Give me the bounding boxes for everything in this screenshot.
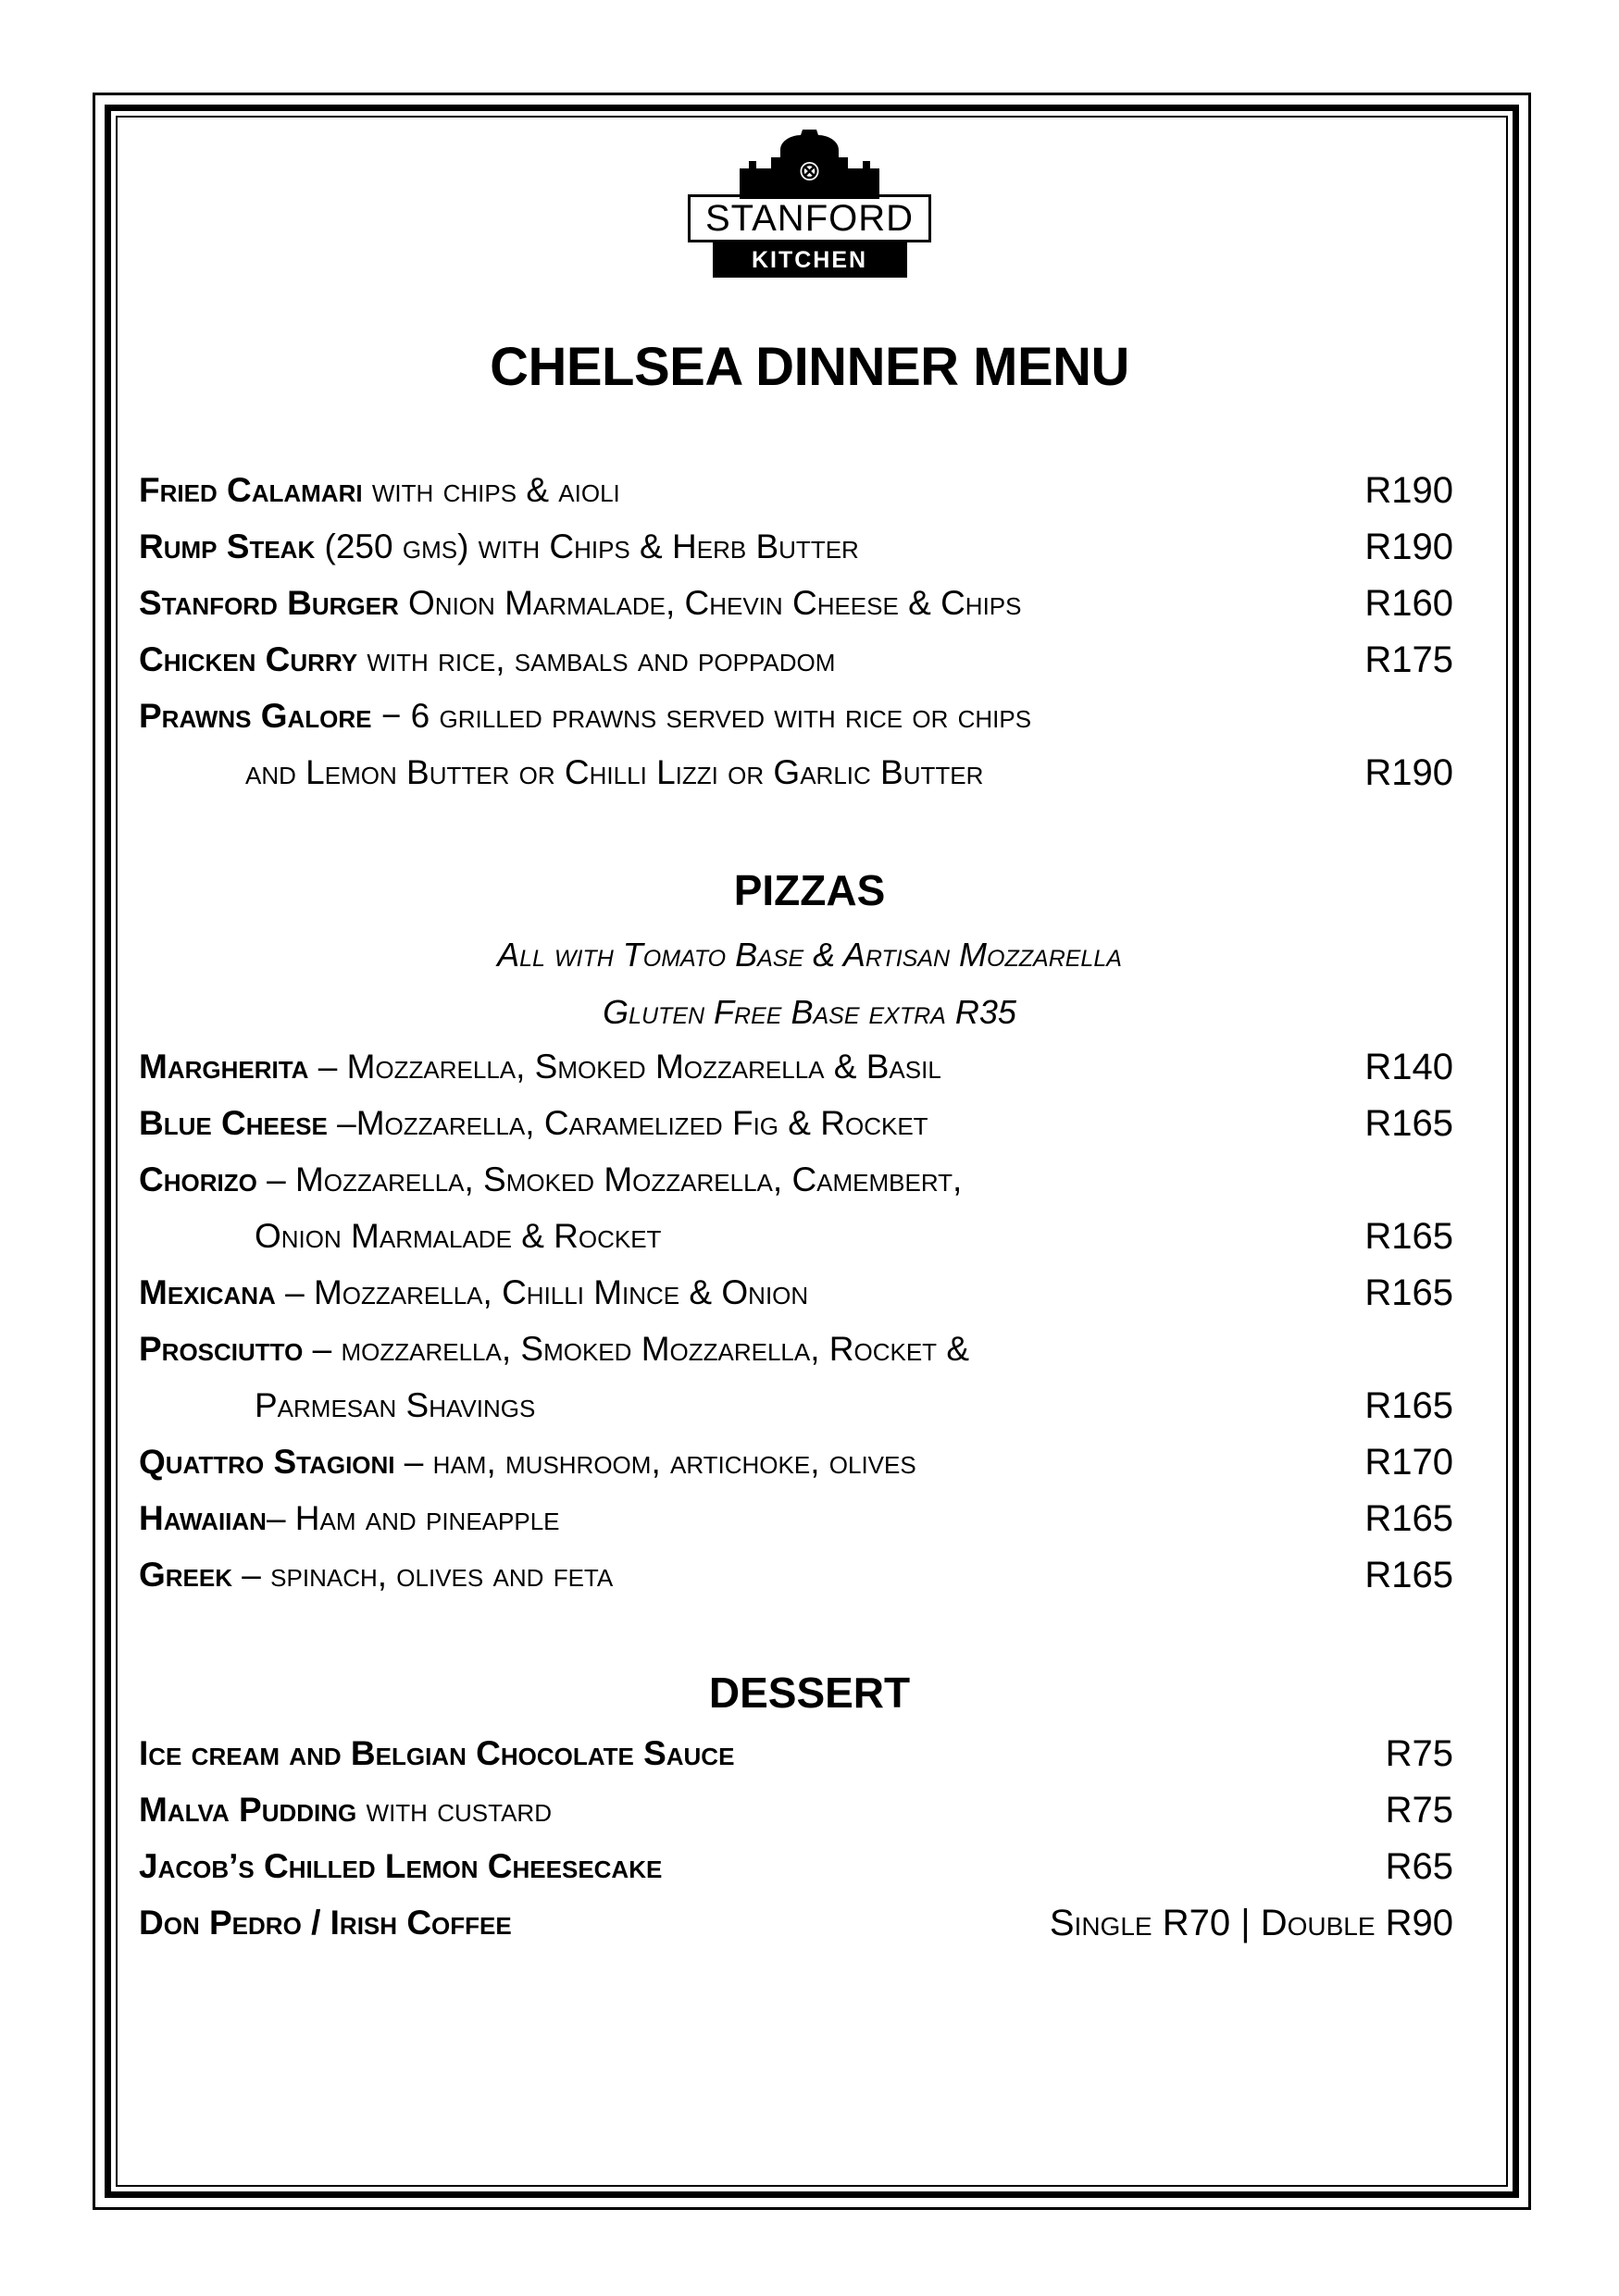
item-price: R165 (1364, 1216, 1453, 1257)
item-description: and Lemon Butter or Chilli Lizzi or Garlic Butter (245, 753, 984, 791)
stanford-kitchen-logo (682, 130, 937, 287)
item-description: with custard (356, 1791, 552, 1829)
item-price: R165 (1364, 1272, 1453, 1313)
menu-item (139, 1323, 1453, 1375)
item-description: Onion Marmalade & Rocket (255, 1217, 662, 1255)
item-price: Single R70 | Double R90 (1049, 1903, 1453, 1943)
item-name: Stanford Burger (139, 584, 399, 622)
menu-item (139, 465, 1453, 516)
menu-item (139, 1493, 1453, 1545)
menu-item (139, 634, 1453, 686)
building-silhouette-icon (682, 130, 937, 199)
item-description: with rice, sambals and poppadom (357, 640, 836, 678)
item-description: Onion Marmalade, Chevin Cheese & Chips (398, 584, 1022, 622)
section-heading-pizzas: PIZZAS (733, 866, 886, 914)
item-name: Jacob’s Chilled Lemon Cheesecake (139, 1847, 663, 1885)
item-price: R75 (1385, 1733, 1453, 1774)
item-description: – ham, mushroom, artichoke, olives (394, 1443, 916, 1481)
item-description: –Mozzarella, Caramelized Fig & Rocket (327, 1104, 928, 1142)
menu-item (139, 1267, 1453, 1319)
menu-title: CHELSEA DINNER MENU (490, 337, 1129, 397)
logo-subtitle: KITCHEN (713, 242, 907, 278)
item-description: – Mozzarella, Smoked Mozzarella, Camembert, (256, 1160, 963, 1198)
item-description: – Mozzarella, Chilli Mince & Onion (275, 1273, 809, 1311)
menu-item (139, 1098, 1453, 1149)
menu-item-continuation (139, 1380, 1453, 1432)
item-description: Parmesan Shavings (255, 1386, 536, 1424)
menu-item (139, 1041, 1453, 1093)
logo-wordmark: STANFORD (688, 194, 931, 242)
section-heading-dessert: DESSERT (708, 1669, 911, 1717)
item-price: R190 (1364, 752, 1453, 793)
menu-item (139, 521, 1453, 573)
item-name: Chicken Curry (139, 640, 358, 678)
item-description: – Mozzarella, Smoked Mozzarella & Basil (308, 1048, 941, 1086)
pizzas-gluten-note: Gluten Free Base extra R35 (603, 993, 1016, 1031)
item-description: – Ham and pineapple (266, 1499, 560, 1537)
item-name: Margherita (139, 1048, 309, 1086)
item-name: Chorizo (139, 1160, 257, 1198)
menu-item (139, 1728, 1453, 1780)
pizzas-note: All with Tomato Base & Artisan Mozzarella (497, 936, 1122, 974)
item-price: R190 (1364, 527, 1453, 567)
item-price: R165 (1364, 1555, 1453, 1595)
item-name: Ice cream and Belgian Chocolate Sauce (139, 1734, 735, 1772)
item-name: Blue Cheese (139, 1104, 328, 1142)
item-name: Greek (139, 1556, 233, 1594)
menu-item (139, 1549, 1453, 1601)
item-name: Malva Pudding (139, 1791, 357, 1829)
menu-item (139, 1436, 1453, 1488)
item-name: Fried Calamari (139, 471, 363, 509)
menu-item (139, 1841, 1453, 1893)
item-price: R190 (1364, 470, 1453, 511)
menu-item (139, 577, 1453, 629)
item-price: R165 (1364, 1498, 1453, 1539)
item-description: – mozzarella, Smoked Mozzarella, Rocket & (303, 1330, 970, 1368)
item-name: Rump Steak (139, 527, 316, 565)
menu-item (139, 1154, 1453, 1206)
menu-item (139, 1784, 1453, 1836)
item-price: R165 (1364, 1103, 1453, 1144)
item-price: R165 (1364, 1385, 1453, 1426)
item-price: R170 (1364, 1442, 1453, 1483)
item-name: Prawns Galore (139, 697, 372, 735)
item-description: – spinach, olives and feta (232, 1556, 614, 1594)
item-description: − 6 grilled prawns served with rice or chips (371, 697, 1032, 735)
item-name: Mexicana (139, 1273, 276, 1311)
menu-item (139, 690, 1453, 742)
item-name: Don Pedro / Irish Coffee (139, 1904, 512, 1942)
item-price: R75 (1385, 1790, 1453, 1831)
item-description: with chips & aioli (362, 471, 620, 509)
item-name: Hawaiian (139, 1499, 267, 1537)
item-name: Prosciutto (139, 1330, 304, 1368)
item-name: Quattro Stagioni (139, 1443, 395, 1481)
item-price: R160 (1364, 583, 1453, 624)
menu-item-continuation (139, 1210, 1453, 1262)
item-description: (250 gms) with Chips & Herb Butter (315, 527, 859, 565)
item-price: R140 (1364, 1047, 1453, 1087)
menu-item-continuation (139, 747, 1453, 799)
menu-item (139, 1897, 1453, 1949)
item-price: R65 (1385, 1846, 1453, 1887)
item-price: R175 (1364, 639, 1453, 680)
